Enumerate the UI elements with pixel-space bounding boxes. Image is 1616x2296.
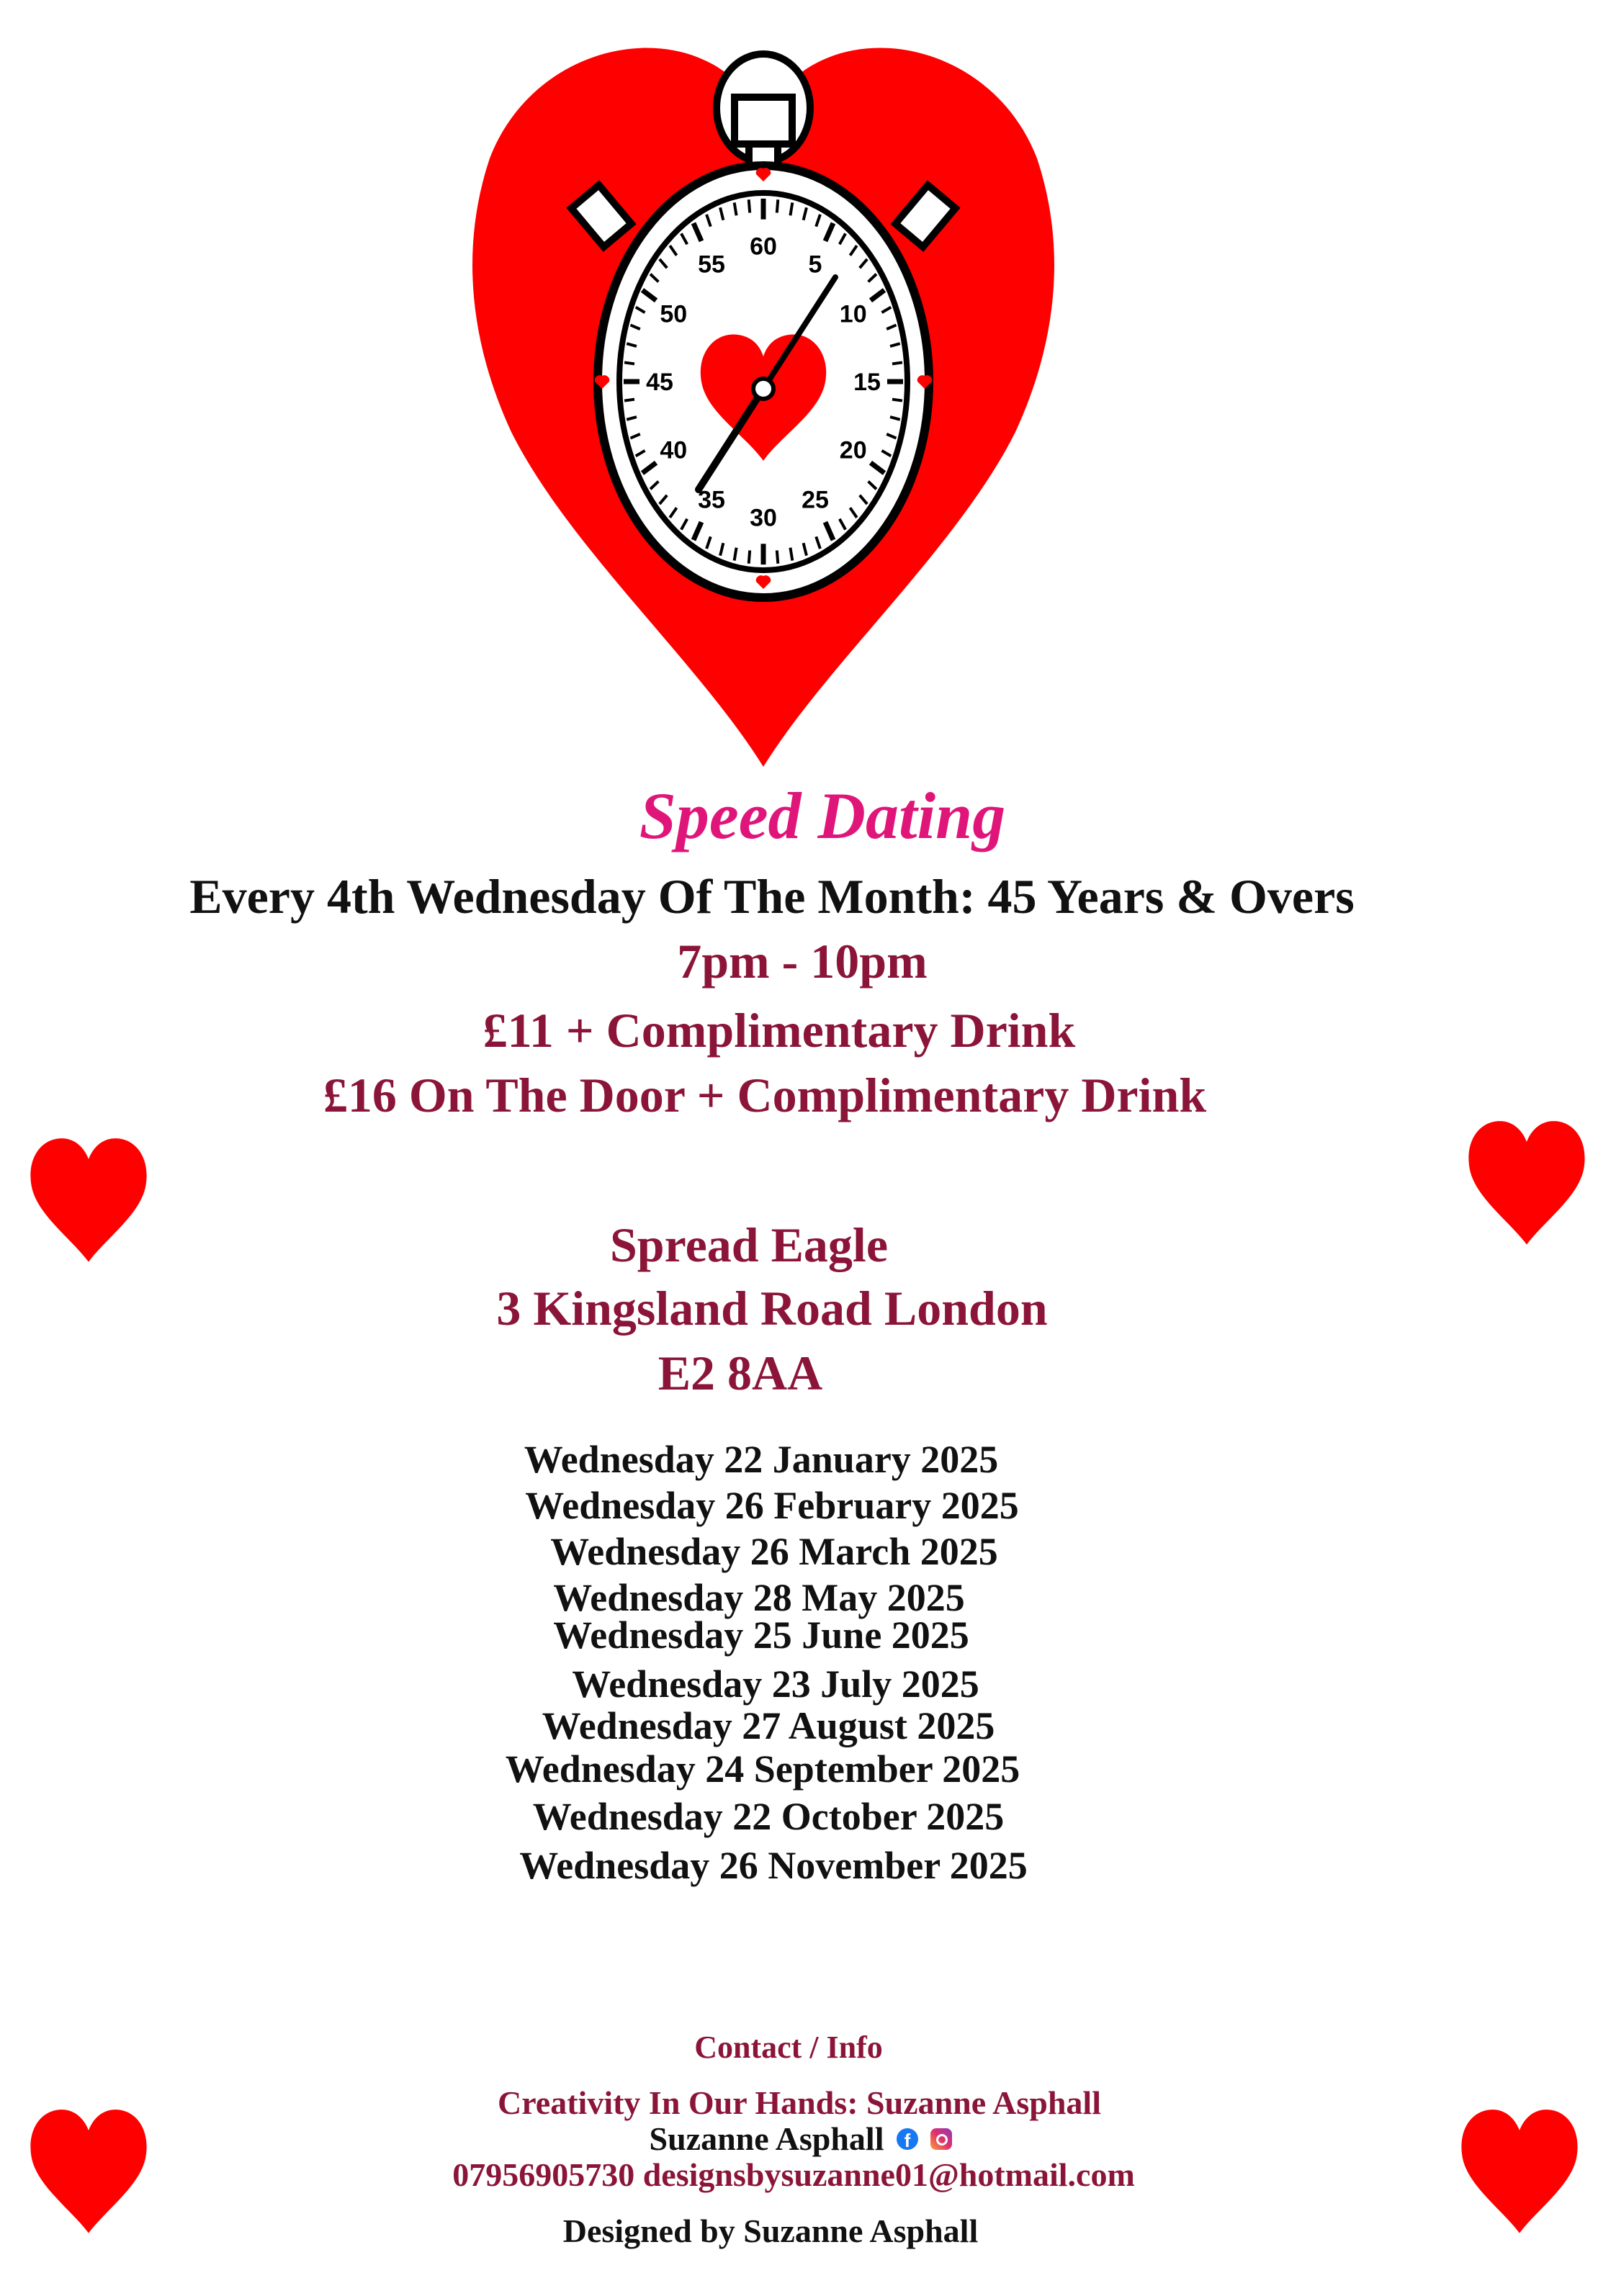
facebook-icon[interactable]: f [897, 2128, 918, 2150]
designer-credit: Designed by Suzanne Asphall [562, 2212, 979, 2249]
dial-label: 55 [698, 251, 725, 279]
contact-phone-email[interactable]: 07956905730 designsbysuzanne01@hotmail.com [452, 2156, 1135, 2193]
instagram-icon[interactable] [930, 2128, 952, 2150]
dial-tick [749, 551, 750, 564]
contact-name-row [0, 2120, 1609, 2158]
event-title: Speed Dating [639, 779, 1006, 852]
dial-label: 10 [839, 300, 867, 328]
event-date: Wednesday 27 August 2025 [542, 1704, 995, 1747]
event-date: Wednesday 24 September 2025 [505, 1747, 1020, 1791]
event-date: Wednesday 26 March 2025 [550, 1530, 998, 1573]
dial-label: 15 [853, 369, 881, 396]
dial-tick [624, 400, 634, 401]
dial-label: 25 [802, 486, 829, 514]
event-date: Wednesday 23 July 2025 [572, 1662, 979, 1706]
dial-tick [777, 199, 778, 212]
price-advance: £11 + Complimentary Drink [482, 1003, 1076, 1058]
venue-name: Spread Eagle [609, 1217, 889, 1272]
event-date: Wednesday 26 November 2025 [519, 1844, 1028, 1887]
dial-label: 45 [646, 369, 673, 396]
contact-business: Creativity In Our Hands: Suzanne Asphall [498, 2084, 1101, 2121]
event-date: Wednesday 26 February 2025 [525, 1484, 1019, 1527]
contact-name: Suzanne Asphall [649, 2120, 884, 2157]
dial-label: 30 [750, 504, 777, 532]
event-date: Wednesday 28 May 2025 [553, 1576, 965, 1619]
venue-postcode: E2 8AA [657, 1346, 823, 1400]
dial-label: 5 [808, 251, 822, 279]
dial-label: 60 [750, 233, 777, 261]
dial-tick [777, 551, 778, 564]
dial-tick [624, 362, 634, 364]
event-schedule: Every 4th Wednesday Of The Month: 45 Years & Overs [189, 869, 1355, 924]
dial-label: 35 [698, 486, 725, 514]
stopwatch-heart-icon [461, 29, 1066, 778]
venue-address: 3 Kingsland Road London [496, 1281, 1048, 1336]
dial-tick [749, 199, 750, 212]
price-door: £16 On The Door + Complimentary Drink [323, 1068, 1207, 1122]
event-time: 7pm - 10pm [677, 934, 928, 989]
event-date: Wednesday 22 October 2025 [532, 1795, 1005, 1838]
dial-tick [892, 362, 902, 364]
dial-label: 50 [660, 300, 688, 328]
event-date: Wednesday 25 June 2025 [553, 1613, 969, 1657]
dial-tick [892, 400, 902, 401]
dial-label: 40 [660, 436, 688, 464]
event-date: Wednesday 22 January 2025 [524, 1438, 999, 1481]
dial-label: 20 [839, 436, 867, 464]
contact-heading: Contact / Info [694, 2030, 883, 2065]
